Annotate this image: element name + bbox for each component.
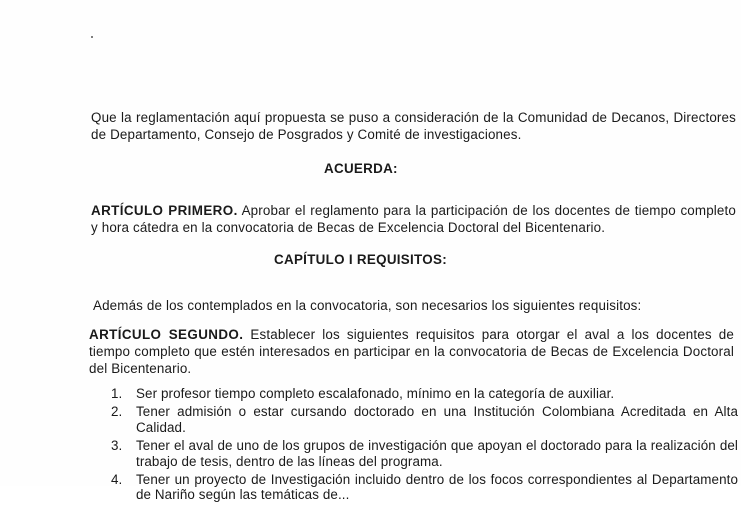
requirement-text: Tener un proyecto de Investigación incluido dentro de los focos correspondientes al Departamento de Nariño según las temáticas de... [136,472,738,503]
requirement-number: 1. [111,386,123,401]
acuerda-heading: ACUERDA: [324,161,398,176]
article-primero-label: ARTÍCULO PRIMERO. [91,203,238,219]
article-segundo-label: ARTÍCULO SEGUNDO. [89,327,244,343]
article-segundo [89,327,734,377]
intro-paragraph: Que la reglamentación aquí propuesta se puso a consideración de la Comunidad de Decanos, Directores de Departamento, Consejo de Posgrados y Comité de investigaciones. [91,110,736,142]
requirement-number: 3. [111,438,123,454]
requirements-list [111,386,738,506]
requirement-number: 2. [111,404,123,420]
other-requirements-paragraph: Además de los contemplados en la convocatoria, son necesarios los siguientes requisitos: [93,298,642,314]
scan-speck [91,36,93,38]
article-primero [91,203,736,236]
requirement-text: Tener admisión o estar cursando doctorado en una Institución Colombiana Acreditada en Alta Calidad. [136,404,738,435]
requirement-item [111,438,738,469]
requirement-item [111,472,738,503]
requirement-text: Tener el aval de uno de los grupos de investigación que apoyan el doctorado para la realización del trabajo de tesis, dentro de las líneas del programa. [136,438,738,469]
article-segundo-text: Establecer los siguientes requisitos para otorgar el aval a los docentes de tiempo completo que estén interesados en participar en la convocatoria de Becas de Excelencia Doctoral del Bicentenario. [89,327,734,376]
requirement-item [111,386,738,401]
chapter-heading: CAPÍTULO I REQUISITOS: [274,252,448,267]
requirement-text: Ser profesor tiempo completo escalafonado, mínimo en la categoría de auxiliar. [136,386,615,401]
requirement-number: 4. [111,472,123,488]
article-primero-text: Aprobar el reglamento para la participación de los docentes de tiempo completo y hora cátedra en la convocatoria de Becas de Excelencia Doctoral del Bicentenario. [91,203,736,235]
requirement-item [111,404,738,435]
